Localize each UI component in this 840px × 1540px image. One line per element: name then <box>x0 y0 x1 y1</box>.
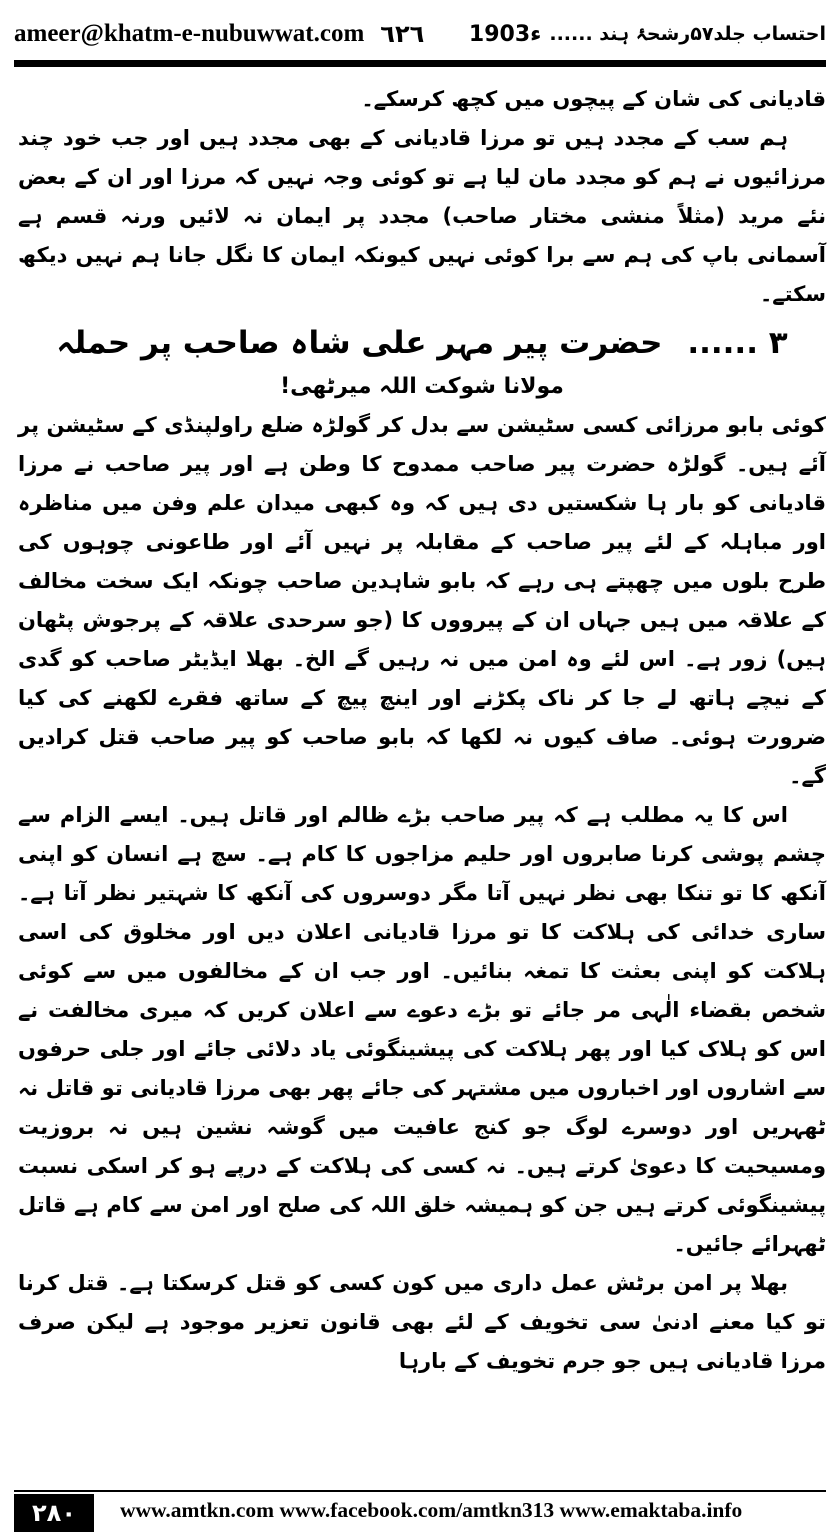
paragraph-3: کوئی بابو مرزائی کسی سٹیشن سے بدل کر گولڑہ ضلع راولپنڈی کے سٹیشن پر آئے ہیں۔ گولڑہ حضرت پیر صاحب ممدوح کا وطن ہے اور پیر صاحب نے مرزا قادیانی کو بار ہا شکستیں دی ہیں کہ وہ کبھی میدان علم وفن میں مناظرہ اور مباہلہ کے لئے پیر صاحب کے مقابلہ پر نہیں آئے اور طاعونی چوہوں کی طرح بلوں میں چھپتے ہی رہے کہ بابو شاہدین صاحب چونکہ ایک سخت مخالف کے علاقہ میں ہیں جہاں ان کے پیرووں کا (جو سرحدی علاقہ کے پرجوش پٹھان ہیں) زور ہے۔ اس لئے وہ امن میں نہ رہیں گے الخ۔ بھلا ایڈیٹر صاحب کو گدی کے نیچے ہاتھ لے جا کر ناک پکڑنے اور اینچ پیچ کے ساتھ فقرے لکھنے کی کیا ضرورت ہوئی۔ صاف کیوں نہ لکھا کہ بابو صاحب کو پیر صاحب قتل کرادیں گے۔ <box>18 413 826 788</box>
header-year: 1903ء <box>468 21 542 47</box>
page-body <box>18 80 826 1381</box>
header-left <box>14 20 424 48</box>
header-rule <box>14 60 826 67</box>
footer-links[interactable]: www.amtkn.com www.facebook.com/amtkn313 www.emaktaba.info <box>120 1498 743 1522</box>
section-heading <box>18 318 826 368</box>
paragraph-4: اس کا یہ مطلب ہے کہ پیر صاحب بڑے ظالم اور قاتل ہیں۔ ایسے الزام سے چشم پوشی کرنا صابروں اور حلیم مزاجوں کا کام ہے۔ سچ ہے انسان کو اپنی آنکھ کا تو تنکا بھی نظر نہیں آتا مگر دوسروں کی آنکھ کا شہتیر نظر آتا ہے۔ ساری خدائی کی ہلاکت کا تو مرزا قادیانی اعلان دیں اور مخلوق کی اسی ہلاکت کو اپنی بعثت کا تمغہ بنائیں۔ اور جب ان کے مخالفوں میں سے کوئی شخص بقضاء الٰہی مر جائے تو بڑے دعوے سے اعلان کریں کہ میری مخالفت نے اس کو ہلاک کیا اور پھر ہلاکت کی پیشینگوئی یاد دلائی جائے اور جلی حرفوں سے اشاروں اور اخباروں میں مشتہر کی جائے پھر بھی مرزا قادیانی تو قاتل نہ ٹھہریں اور دوسرے لوگ جو کنج عافیت میں گوشہ نشین ہیں نہ بروزیت ومسیحیت کا دعویٰ کرتے ہیں۔ نہ کسی کی ہلاکت کے درپے ہو کر اسکی نسبت پیشینگوئی کرتے ہیں جن کو ہمیشہ خلق اللہ کی صلح اور امن سے کام ہے قاتل ٹھہرائے جائیں۔ <box>18 803 826 1256</box>
header-page-number: ٦٢٦ <box>380 20 425 48</box>
header-book-title: احتساب جلد۵۷رشحۂ ہند ...... <box>549 23 826 45</box>
page-footer <box>14 1490 826 1536</box>
page-header <box>14 14 826 54</box>
paragraph-1: قادیانی کی شان کے پیچوں میں کچھ کرسکے۔ <box>361 87 826 111</box>
header-right <box>469 22 826 47</box>
footer-page-number: ۲۸۰ <box>14 1494 94 1532</box>
paragraph-2: ہم سب کے مجدد ہیں تو مرزا قادیانی کے بھی مجدد ہیں اور جب خود چند مرزائیوں نے ہم کو مجدد مان لیا ہے تو کوئی وجہ نہیں کہ مرزا اور ان کے بعض نئے مرید (مثلاً منشی مختار صاحب) مجدد پر ایمان نہ لائیں ورنہ قسم ہے آسمانی باپ کی ہم سے برا کوئی نہیں کیونکہ ایمان کا نگل جانا ہم نہیں دیکھ سکتے۔ <box>18 126 826 306</box>
section-number: ۳ ...... <box>687 325 788 361</box>
header-email[interactable]: ameer@khatm-e-nubuwwat.com <box>14 20 365 47</box>
section-title: حضرت پیر مہر علی شاہ صاحب پر حملہ <box>56 325 663 361</box>
paragraph-5: بھلا پر امن برٹش عمل داری میں کون کسی کو قتل کرسکتا ہے۔ قتل کرنا تو کیا معنے ادنیٰ سی تخویف کے لئے بھی قانون تعزیر موجود ہے لیکن صرف مرزا قادیانی ہیں جو جرم تخویف کے بارہا <box>18 1271 826 1373</box>
section-author: مولانا شوکت اللہ میرٹھی! <box>280 374 564 399</box>
